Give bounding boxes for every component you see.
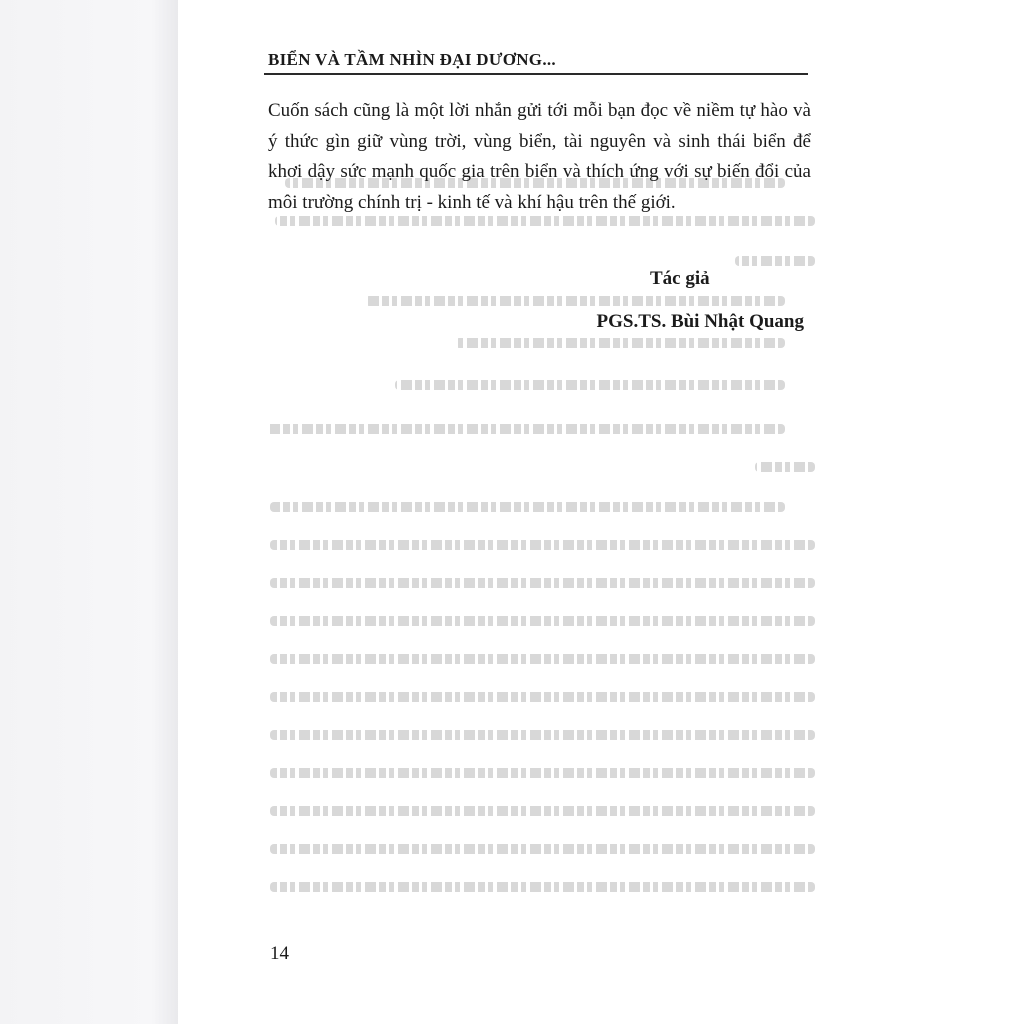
body-paragraph: Cuốn sách cũng là một lời nhắn gửi tới mỗi bạn đọc về niềm tự hào và ý thức gìn giữ vùng trời, vùng biển, tài nguyên và sinh thái biển để khơi dậy sức mạnh quốc gia trên biển và thích ứng với sự biến đổi của môi trường chính trị - kinh tế và khí hậu trên thế giới. (268, 100, 811, 213)
bleed-through-line (455, 338, 785, 348)
page-number: 14 (270, 943, 289, 964)
bleed-through-text (270, 178, 815, 918)
running-head: BIỂN VÀ TẦM NHÌN ĐẠI DƯƠNG... (268, 50, 556, 69)
facing-page-edge (0, 0, 178, 1024)
bleed-through-line (270, 502, 785, 512)
bleed-through-line (270, 424, 785, 434)
bleed-through-line (270, 882, 815, 892)
bleed-through-line (270, 540, 815, 550)
bleed-through-line (365, 296, 785, 306)
header-rule (264, 73, 808, 75)
bleed-through-line (270, 616, 815, 626)
bleed-through-line (395, 380, 785, 390)
bleed-through-line (735, 256, 815, 266)
author-label: Tác giả (650, 268, 710, 289)
bleed-through-line (270, 730, 815, 740)
bleed-through-line (270, 768, 815, 778)
bleed-through-line (270, 654, 815, 664)
bleed-through-line (270, 692, 815, 702)
bleed-through-line (755, 462, 815, 472)
bleed-through-line (270, 578, 815, 588)
author-name: PGS.TS. Bùi Nhật Quang (596, 311, 804, 332)
bleed-through-line (270, 844, 815, 854)
bleed-through-line (270, 806, 815, 816)
book-page (178, 0, 1024, 1024)
